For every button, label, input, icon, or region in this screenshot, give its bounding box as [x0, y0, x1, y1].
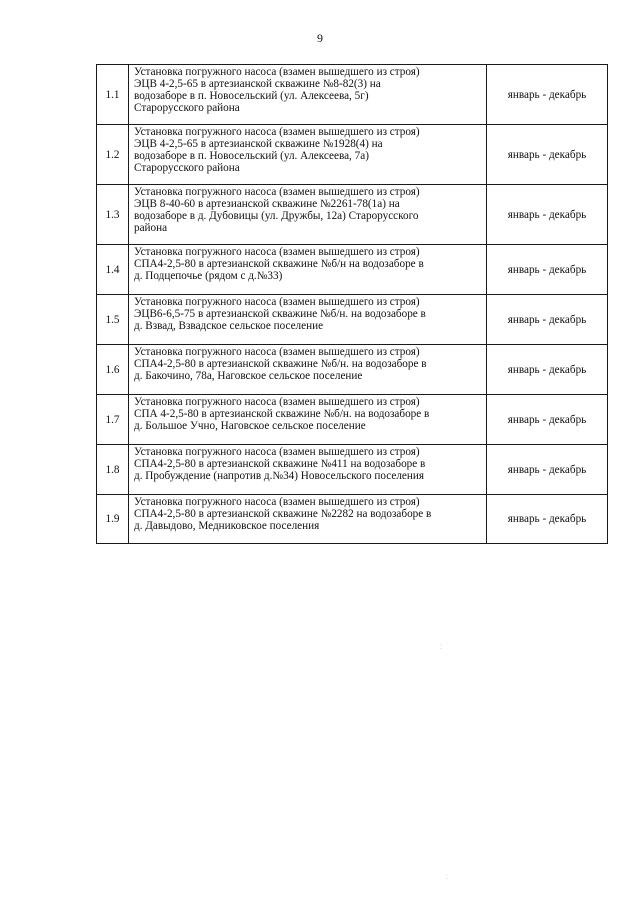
row-number: 1.1 [97, 65, 129, 125]
description-line: СПА4-2,5-80 в артезианской скважине №б/н. на водозаборе в [134, 358, 427, 370]
description-line: ЭЦВ 4-2,5-65 в артезианской скважине №1928(4) на [134, 138, 383, 150]
table-row [97, 495, 608, 544]
row-number: 1.7 [97, 395, 129, 445]
work-description [129, 295, 487, 345]
description-line: водозаборе в д. Дубовицы (ул. Дружбы, 12а) Старорусского [134, 210, 419, 222]
work-term: январь - декабрь [487, 125, 608, 185]
table-body [97, 65, 608, 544]
table-row [97, 185, 608, 245]
work-description [129, 245, 487, 295]
description-line: ЭЦВ 4-2,5-65 в артезианской скважине №8-82(3) на [134, 78, 381, 90]
description-line: д. Подцепочье (рядом с д.№33) [134, 270, 283, 282]
work-term: январь - декабрь [487, 185, 608, 245]
description-line: Установка погружного насоса (взамен вышедшего из строя) [134, 246, 420, 258]
work-term: январь - декабрь [487, 65, 608, 125]
description-line: д. Взвад, Взвадское сельское поселение [134, 320, 324, 332]
description-line: д. Бакочино, 78а, Наговское сельское поселение [134, 370, 363, 382]
description-line: д. Пробуждение (напротив д.№34) Новосельского поселения [134, 470, 424, 482]
description-line: Установка погружного насоса (взамен вышедшего из строя) [134, 446, 420, 458]
row-number: 1.4 [97, 245, 129, 295]
table-row [97, 245, 608, 295]
table-row [97, 445, 608, 495]
page-number: 9 [317, 31, 323, 45]
description-line: д. Давыдово, Медниковское поселения [134, 520, 320, 532]
works-schedule-table [96, 64, 608, 544]
description-line: района [134, 222, 168, 234]
description-line: Установка погружного насоса (взамен вышедшего из строя) [134, 296, 420, 308]
table-row [97, 65, 608, 125]
work-description [129, 395, 487, 445]
description-line: водозаборе в п. Новосельский (ул. Алексеева, 7а) [134, 150, 369, 162]
table-row [97, 125, 608, 185]
description-line: Установка погружного насоса (взамен вышедшего из строя) [134, 126, 420, 138]
description-line: ЭЦВ 8-40-60 в артезианской скважине №2261-78(1а) на [134, 198, 400, 210]
description-line: СПА4-2,5-80 в артезианской скважине №б/н на водозаборе в [134, 258, 424, 270]
work-description [129, 445, 487, 495]
work-term: январь - декабрь [487, 495, 608, 544]
description-line: Установка погружного насоса (взамен вышедшего из строя) [134, 66, 420, 78]
work-description [129, 125, 487, 185]
row-number: 1.3 [97, 185, 129, 245]
table-row [97, 395, 608, 445]
description-line: Установка погружного насоса (взамен вышедшего из строя) [134, 186, 420, 198]
description-line: СПА4-2,5-80 в артезианской скважине №2282 на водозаборе в [134, 508, 432, 520]
row-number: 1.2 [97, 125, 129, 185]
work-term: январь - декабрь [487, 295, 608, 345]
work-description [129, 495, 487, 544]
work-term: январь - декабрь [487, 395, 608, 445]
description-line: Установка погружного насоса (взамен вышедшего из строя) [134, 346, 420, 358]
row-number: 1.6 [97, 345, 129, 395]
table-row [97, 345, 608, 395]
work-term: январь - декабрь [487, 345, 608, 395]
work-description [129, 345, 487, 395]
table-row [97, 295, 608, 345]
work-description [129, 185, 487, 245]
description-line: ЭЦВ6-6,5-75 в артезианской скважине №б/н. на водозаборе в [134, 308, 426, 320]
description-line: Установка погружного насоса (взамен вышедшего из строя) [134, 396, 420, 408]
description-line: Старорусского района [134, 102, 240, 114]
work-term: январь - декабрь [487, 245, 608, 295]
description-line: Старорусского района [134, 162, 240, 174]
description-line: Установка погружного насоса (взамен вышедшего из строя) [134, 496, 420, 508]
row-number: 1.5 [97, 295, 129, 345]
row-number: 1.8 [97, 445, 129, 495]
work-term: январь - декабрь [487, 445, 608, 495]
row-number: 1.9 [97, 495, 129, 544]
description-line: водозаборе в п. Новосельский (ул. Алексеева, 5г) [134, 90, 369, 102]
description-line: д. Большое Учно, Наговское сельское поселение [134, 420, 366, 432]
work-description [129, 65, 487, 125]
description-line: СПА4-2,5-80 в артезианской скважине №411 на водозаборе в [134, 458, 426, 470]
scan-speck: ⁚ [440, 645, 442, 651]
description-line: СПА 4-2,5-80 в артезианской скважине №б/н. на водозаборе в [134, 408, 430, 420]
scan-speck: ⁚ [446, 875, 448, 881]
